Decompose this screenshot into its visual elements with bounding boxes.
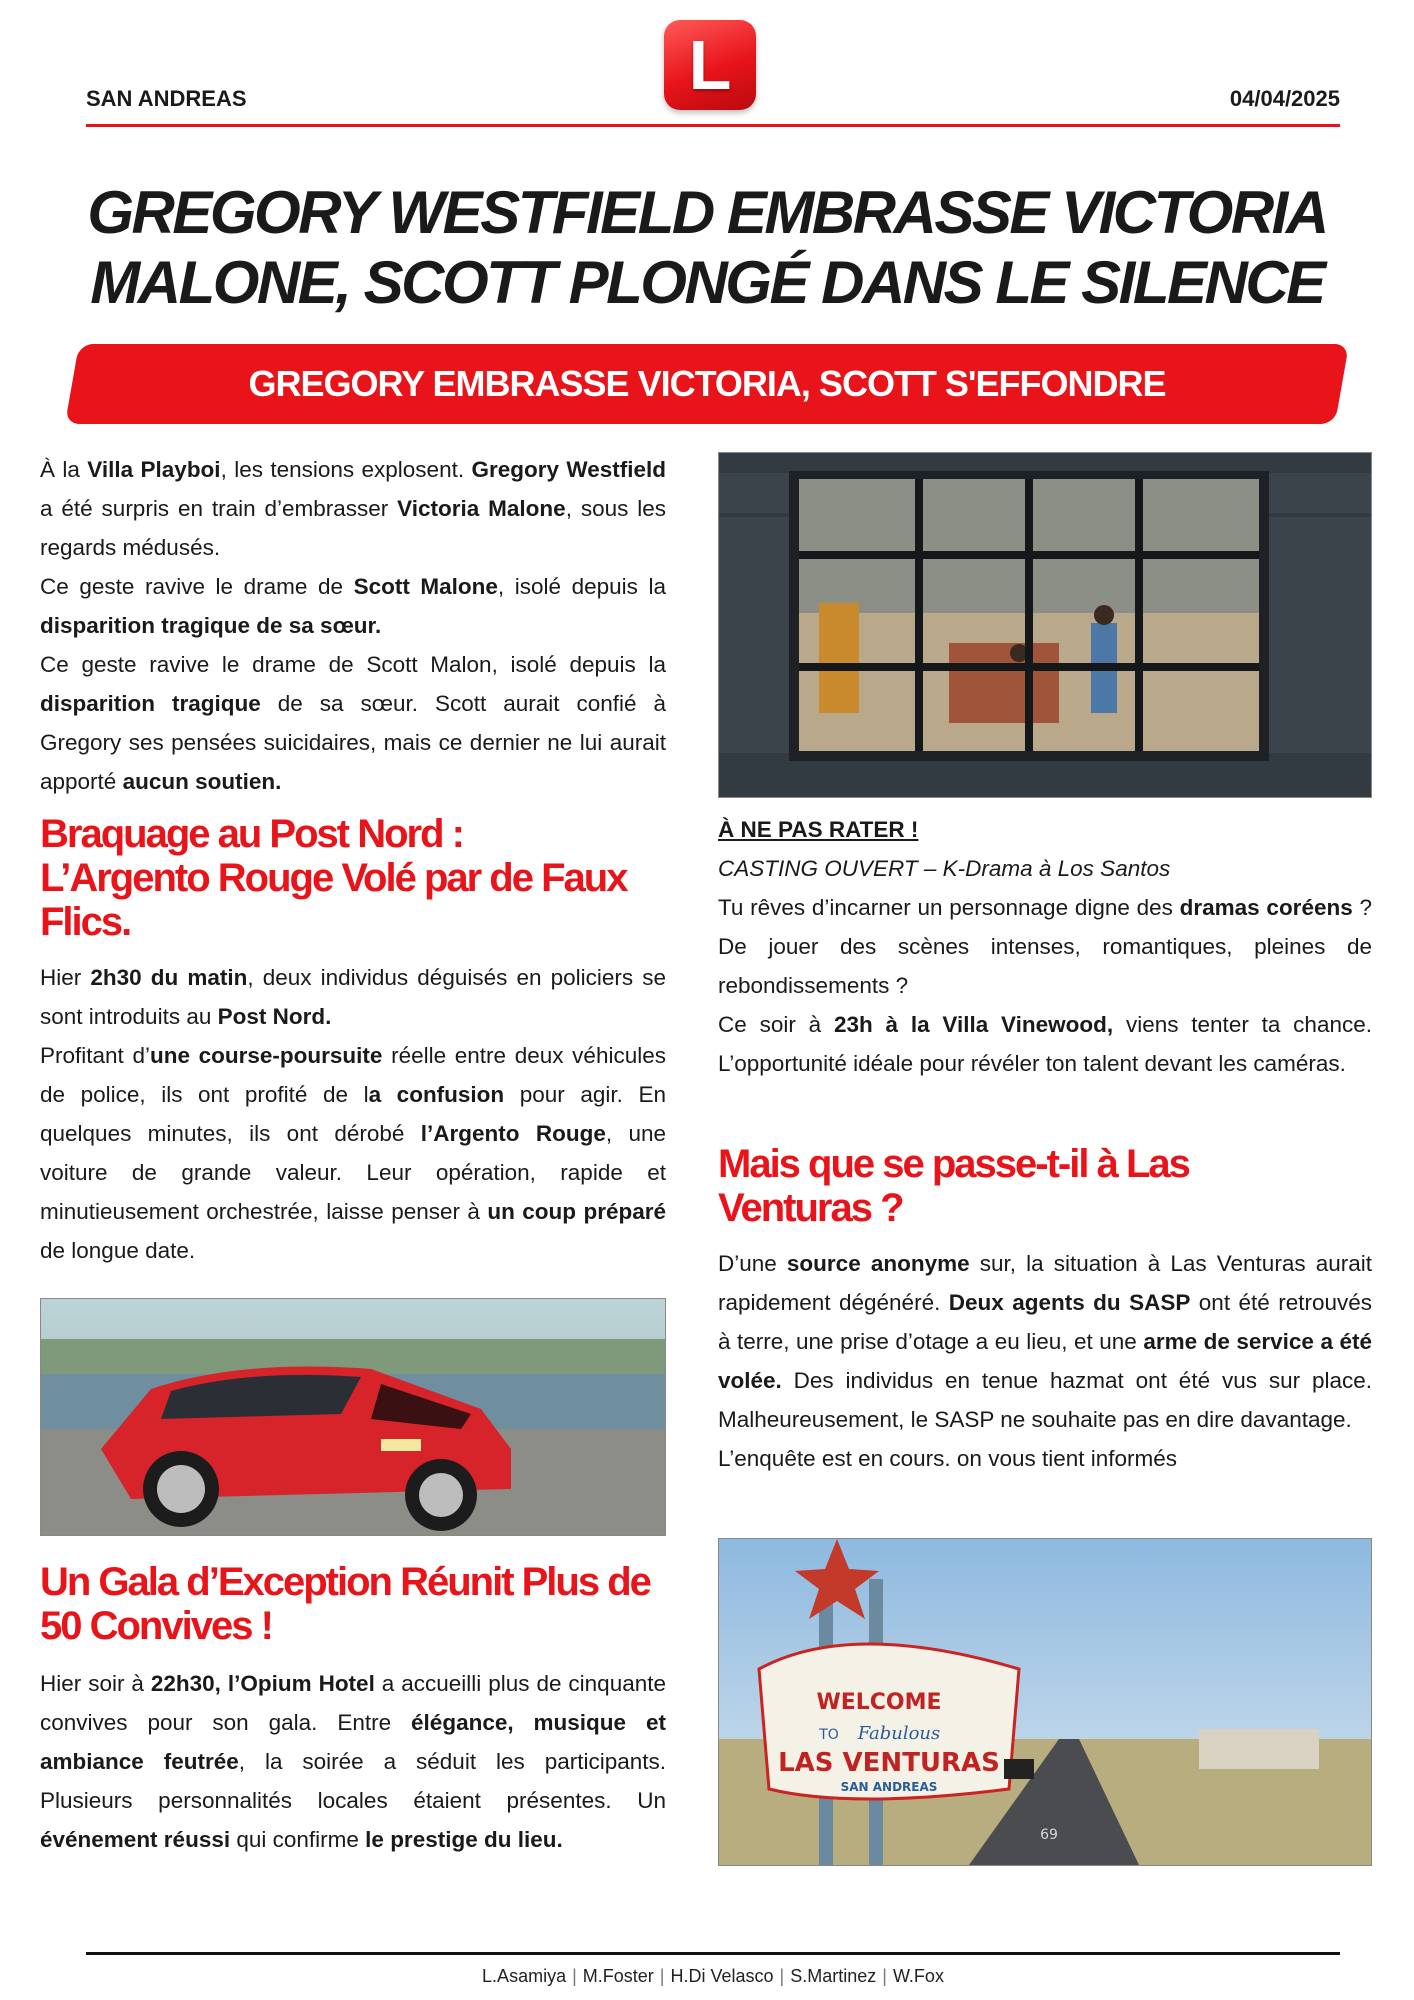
braquage-article xyxy=(40,958,666,1270)
emphasis-text: une course-poursuite xyxy=(149,1043,383,1068)
author-credit: W.Fox xyxy=(892,1966,944,1986)
header-divider xyxy=(86,124,1340,127)
emphasis-text: Villa Playboi xyxy=(87,457,221,482)
gala-paragraph-1: Hier soir à 22h30, l’Opium Hotel a accueilli plus de cinquante convives pour son gala. Entre élégance, musique et ambiance feutrée, la soirée a séduit les participants. Plusieurs personnalités locales étaient présentes. Un événement réussi qui confirme le prestige du lieu. xyxy=(40,1671,667,1852)
lead-article xyxy=(40,450,666,801)
emphasis-text: un coup préparé xyxy=(487,1199,666,1224)
emphasis-text: Gregory Westfield xyxy=(471,457,666,482)
lead-paragraph-3: Ce geste ravive le drame de Scott Malon, isolé depuis la disparition tragique de sa sœur. Scott aurait confié à Gregory ses pensées suicidaires, mais ce dernier ne lui aurait apporté aucun soutien. xyxy=(40,652,666,794)
welcome-sign-image xyxy=(719,1539,1371,1865)
emphasis-text: aucun soutien. xyxy=(122,769,282,794)
casting-article xyxy=(718,810,1372,1083)
emphasis-text: 23h à la Villa Vinewood, xyxy=(833,1012,1114,1037)
newspaper-logo[interactable] xyxy=(664,20,756,110)
author-credits: L.Asamiya | M.Foster | H.Di Velasco | S.Martinez | W.Fox xyxy=(482,1966,944,1986)
emphasis-text: 2h30 du matin xyxy=(90,965,248,990)
venturas-paragraph-2: L’enquête est en cours. on vous tient informés xyxy=(718,1446,1178,1471)
location-label: SAN ANDREAS xyxy=(86,86,247,111)
emphasis-text: 22h30, l’Opium Hotel xyxy=(150,1671,375,1696)
venturas-paragraph-1: D’une source anonyme sur, la situation à Las Venturas aurait rapidement dégénéré. Deux agents du SASP ont été retrouvés à terre, une prise d’otage a eu lieu, et une arme de service a été volée. Des individus en tenue hazmat ont été vus sur place. Malheureusement, le SASP ne souhaite pas en dire davantage. xyxy=(718,1251,1372,1432)
emphasis-text: Scott Malone xyxy=(353,574,498,599)
emphasis-text: élégance, musique et ambiance feutrée xyxy=(40,1710,666,1774)
lead-paragraph-2: Ce geste ravive le drame de Scott Malone, isolé depuis la disparition tragique de sa sœur. xyxy=(40,574,666,638)
las-venturas-photo xyxy=(718,1538,1372,1866)
emphasis-text: Deux agents du SASP xyxy=(948,1290,1191,1315)
emphasis-text: source anonyme xyxy=(786,1251,970,1276)
casting-kicker: À NE PAS RATER ! xyxy=(718,817,919,842)
gala-heading: Un Gala d’Exception Réunit Plus de 50 Convives ! xyxy=(40,1560,650,1648)
author-credit: M.Foster xyxy=(582,1966,654,1986)
casting-subtitle: CASTING OUVERT – K-Drama à Los Santos xyxy=(718,856,1171,881)
lead-paragraph-1: À la Villa Playboi, les tensions explosent. Gregory Westfield a été surpris en train d’embrasser Victoria Malone, sous les regards médusés. xyxy=(40,457,666,560)
headline-line-1: GREGORY WESTFIELD EMBRASSE VICTORIA xyxy=(87,179,1327,246)
braquage-paragraph-2: Profitant d’une course-poursuite réelle entre deux véhicules de police, ils ont profité de la confusion pour agir. En quelques minutes, ils ont dérobé l’Argento Rouge, une voiture de grande valeur. Leur opération, rapide et minutieusement orchestrée, laisse penser à un coup préparé de longue date. xyxy=(40,1043,666,1263)
sign-welcome: WELCOME xyxy=(816,1690,942,1715)
emphasis-text: événement réussi xyxy=(40,1827,231,1852)
emphasis-text: Post Nord. xyxy=(217,1004,332,1029)
gala-article xyxy=(40,1664,666,1859)
sign-city: LAS VENTURAS xyxy=(778,1748,1000,1778)
venturas-article xyxy=(718,1244,1372,1478)
emphasis-text: le prestige du lieu. xyxy=(365,1827,563,1852)
emphasis-text: arme de service a été volée. xyxy=(718,1329,1372,1393)
author-credit: S.Martinez xyxy=(790,1966,877,1986)
casting-paragraph-1: Tu rêves d’incarner un personnage digne des dramas coréens ? De jouer des scènes intenses, romantiques, pleines de rebondissements ? xyxy=(718,895,1372,998)
emphasis-text: a confusion xyxy=(368,1082,505,1107)
main-headline xyxy=(60,178,1354,318)
sign-state: SAN ANDREAS xyxy=(840,1780,938,1794)
issue-date: 04/04/2025 xyxy=(1229,86,1340,111)
car-photo xyxy=(40,1298,666,1536)
emphasis-text: disparition tragique xyxy=(40,691,261,716)
red-car-image xyxy=(41,1299,665,1535)
road-route-number: 69 xyxy=(1040,1827,1058,1843)
emphasis-text: dramas coréens xyxy=(1179,895,1353,920)
emphasis-text: l’Argento Rouge xyxy=(420,1121,606,1146)
logo-letter: L xyxy=(688,26,732,104)
braquage-paragraph-1: Hier 2h30 du matin, deux individus déguisés en policiers se sont introduits au Post Nord. xyxy=(40,965,666,1029)
author-credit: H.Di Velasco xyxy=(670,1966,774,1986)
braquage-heading: Braquage au Post Nord : L’Argento Rouge Volé par de Faux Flics. xyxy=(40,812,627,944)
window-photo xyxy=(718,452,1372,798)
villa-window-image xyxy=(719,453,1371,797)
emphasis-text: Victoria Malone xyxy=(397,496,566,521)
casting-paragraph-2: Ce soir à 23h à la Villa Vinewood, viens tenter ta chance. L’opportunité idéale pour révéler ton talent devant les caméras. xyxy=(718,1012,1372,1076)
footer-divider xyxy=(86,1952,1340,1955)
author-credit: L.Asamiya xyxy=(482,1966,567,1986)
headline-line-2: MALONE, SCOTT PLONGÉ DANS LE SILENCE xyxy=(90,249,1324,316)
sign-fabulous: Fabulous xyxy=(857,1723,941,1744)
emphasis-text: disparition tragique de sa sœur. xyxy=(40,613,382,638)
sign-to: TO xyxy=(819,1727,839,1743)
subheadline-text: GREGORY EMBRASSE VICTORIA, SCOTT S'EFFONDRE xyxy=(248,363,1166,404)
venturas-heading: Mais que se passe-t-il à Las Venturas ? xyxy=(718,1142,1189,1230)
